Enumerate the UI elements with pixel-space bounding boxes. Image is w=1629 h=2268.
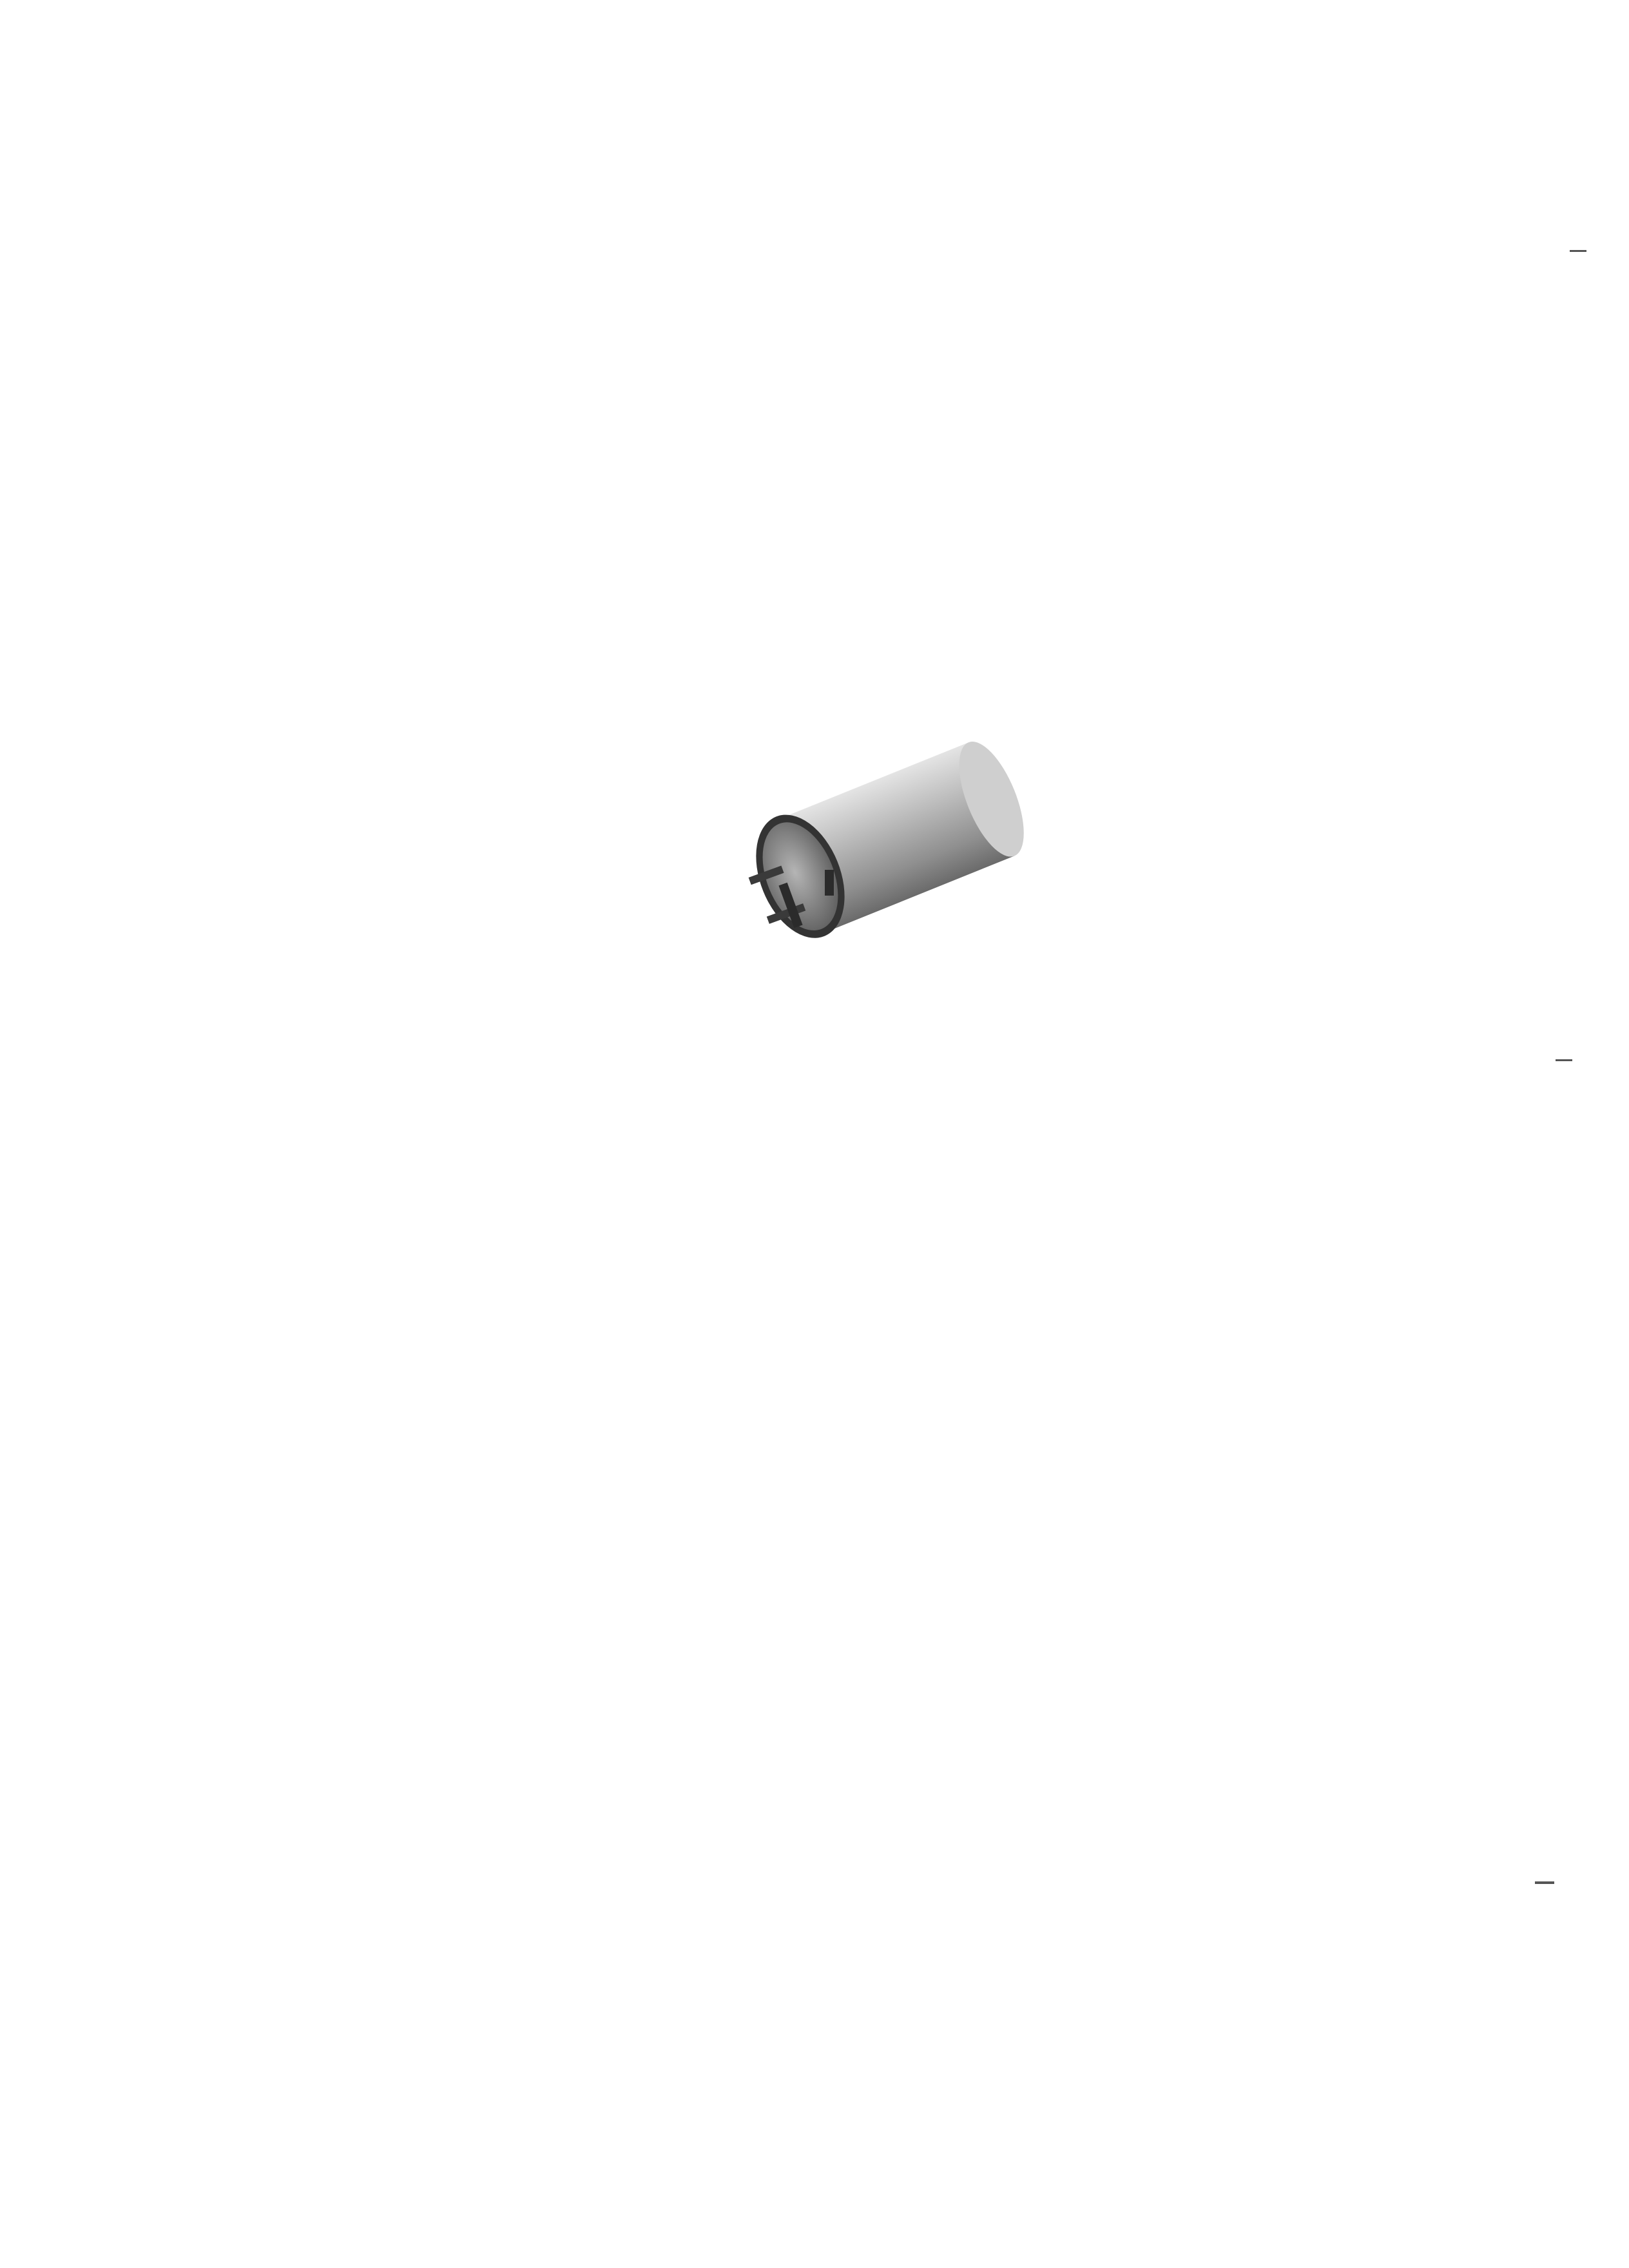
- scan-mark: [1556, 1059, 1572, 1061]
- scan-mark: [1570, 250, 1586, 252]
- vibrator-image: [702, 722, 1063, 992]
- scan-mark: [1535, 1881, 1554, 1884]
